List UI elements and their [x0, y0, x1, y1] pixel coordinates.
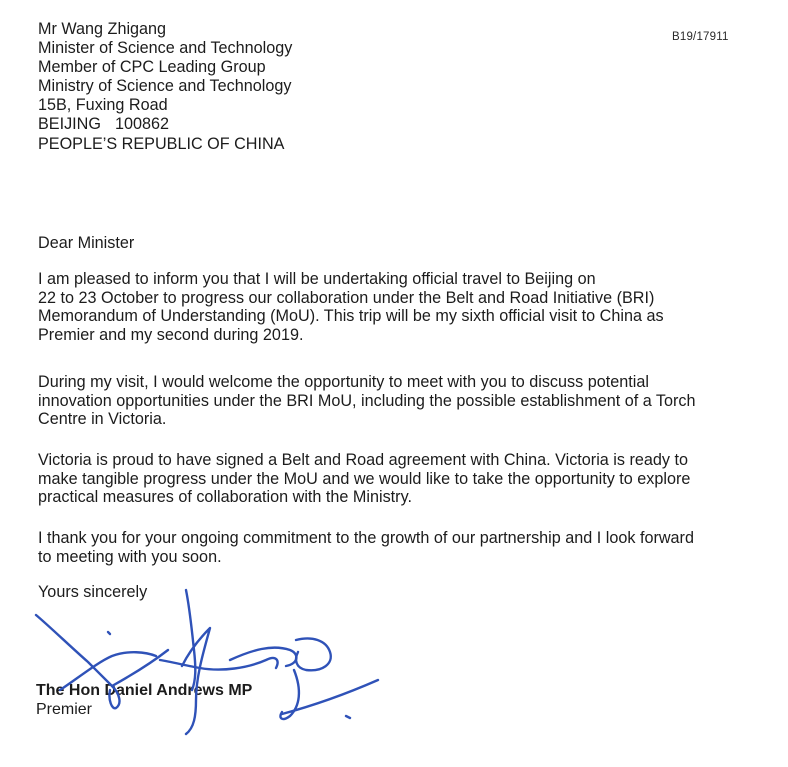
recipient-street: 15B, Fuxing Road: [38, 96, 168, 115]
recipient-country: PEOPLE’S REPUBLIC OF CHINA: [38, 134, 285, 153]
recipient-organisation: Ministry of Science and Technology: [38, 77, 292, 96]
signatory-position: Premier: [36, 701, 93, 718]
reference-number: B19/17911: [672, 31, 729, 43]
salutation: Dear Minister: [38, 234, 135, 252]
paragraph-line: 22 to 23 October to progress our collaboration under the Belt and Road Initiative (BRI): [38, 288, 655, 307]
paragraph-line: Memorandum of Understanding (MoU). This trip will be my sixth official visit to China as: [38, 307, 664, 326]
paragraph-line: I thank you for your ongoing commitment to the growth of our partnership and I look forward: [38, 529, 694, 547]
recipient-name: Mr Wang Zhigang: [38, 20, 167, 38]
recipient-address: [38, 20, 292, 154]
recipient-postcode: 100862: [114, 115, 169, 134]
paragraph-line: Premier and my second during 2019.: [38, 325, 304, 344]
signatory-name: The Hon Daniel Andrews MP: [36, 682, 253, 699]
recipient-title: Minister of Science and Technology: [38, 39, 293, 58]
paragraph-line: I am pleased to inform you that I will be undertaking official travel to Beijing on: [38, 270, 596, 288]
body-paragraph-4: [38, 529, 758, 566]
paragraph-line: make tangible progress under the MoU and we would like to take the opportunity to explore: [38, 469, 691, 488]
body-paragraph-2: [38, 373, 758, 429]
body-paragraph-3: [38, 451, 758, 507]
paragraph-line: to meeting with you soon.: [38, 547, 222, 566]
recipient-city-line: [38, 115, 292, 134]
paragraph-line: Victoria is proud to have signed a Belt and Road agreement with China. Victoria is ready to: [38, 451, 688, 469]
paragraph-line: Centre in Victoria.: [38, 410, 167, 429]
body-paragraph-1: [38, 270, 758, 344]
paragraph-line: innovation opportunities under the BRI MoU, including the possible establishment of a Torch: [38, 391, 696, 410]
recipient-role: Member of CPC Leading Group: [38, 58, 266, 77]
closing-phrase: Yours sincerely: [38, 583, 148, 601]
paragraph-line: During my visit, I would welcome the opportunity to meet with you to discuss potential: [38, 373, 649, 391]
paragraph-line: practical measures of collaboration with the Ministry.: [38, 488, 412, 507]
recipient-city: BEIJING: [38, 115, 101, 134]
